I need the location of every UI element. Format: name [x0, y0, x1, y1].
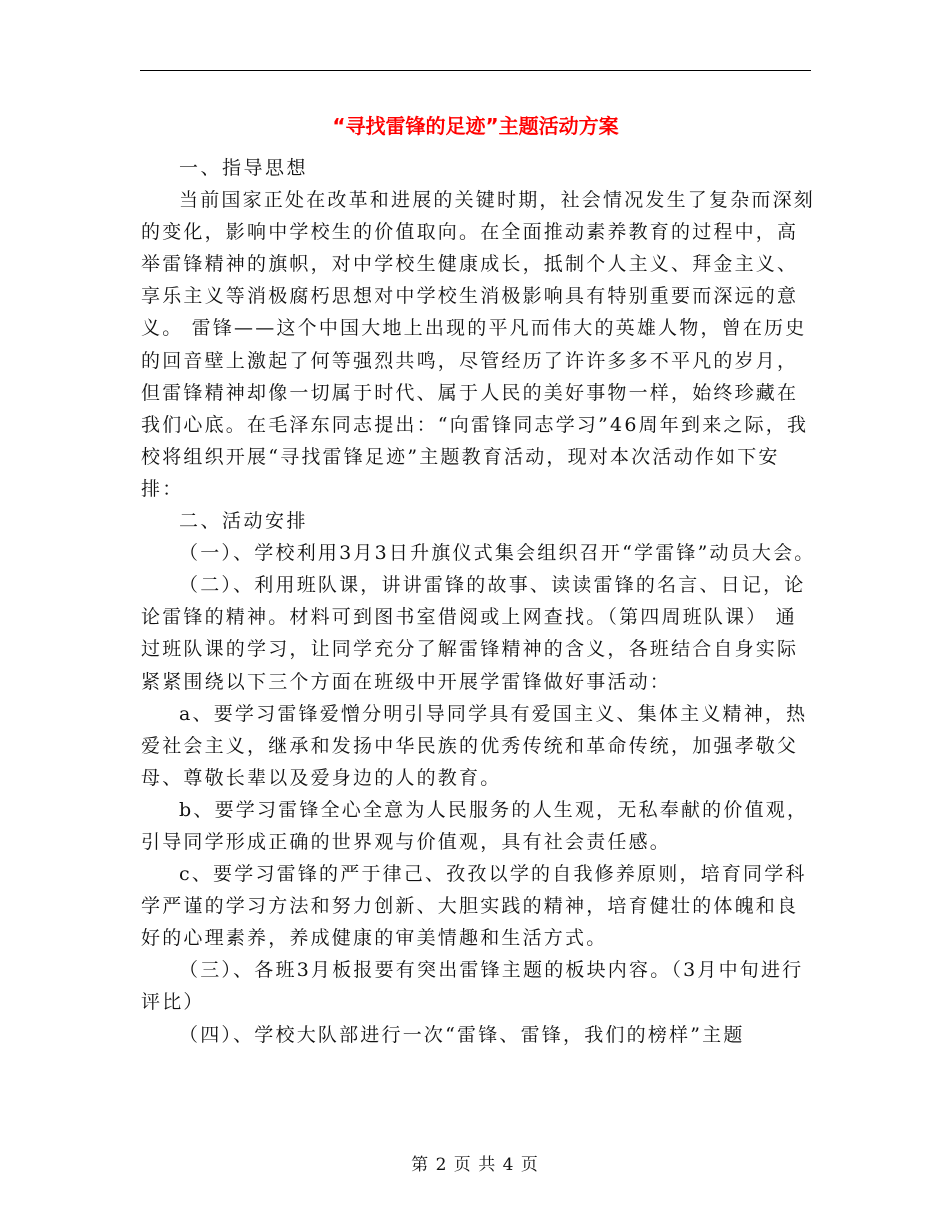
document-body — [141, 152, 817, 1051]
header-rule — [140, 70, 811, 71]
paragraph-item-3: （三）、各班3月板报要有突出雷锋主题的板块内容。（3月中旬进行评比） — [141, 959, 804, 1014]
document-title: “寻找雷锋的足迹”主题活动方案 — [332, 114, 619, 138]
paragraph-point-b: b、要学习雷锋全心全意为人民服务的人生观，无私奉献的价值观，引导同学形成正确的世界观与价值观，具有社会责任感。 — [141, 798, 809, 853]
paragraph-background: 当前国家正处在改革和进展的关键时期，社会情况发生了复杂而深刻的变化，影响中学校生的价值取向。在全面推动素养教育的过程中，高举雷锋精神的旗帜，对中学校生健康成长，抵制个人主义、拜金主义、享乐主义等消极腐朽思想对中学校生消极影响具有特别重要而深远的意义。 雷锋——这个中国大地上出现的平凡而伟大的英雄人物，曾在历史的回音壁上激起了何等强烈共鸣，尽管经历了许许多多不平凡的岁月，但雷锋精神却像一切属于时代、属于人民的美好事物一样，始终珍藏在我们心底。在毛泽东同志提出：“向雷锋同志学习”46周年到来之际，我校将组织开展“寻找雷锋足迹”主题教育活动，现对本次活动作如下安排： — [141, 189, 816, 500]
page-footer — [0, 1153, 950, 1177]
paragraph-item-2: （二）、利用班队课，讲讲雷锋的故事、读读雷锋的名言、日记，论论雷锋的精神。材料可到图书室借阅或上网查找。（第四周班队课） 通过班队课的学习，让同学充分了解雷锋精神的含义，各班结合自身实际紧紧围绕以下三个方面在班级中开展学雷锋做好事活动： — [141, 574, 806, 693]
paragraph-item-4: （四）、学校大队部进行一次“雷锋、雷锋，我们的榜样”主题 — [179, 1023, 745, 1046]
page-number-label: 第 2 页 共 4 页 — [411, 1155, 539, 1175]
paragraph-item-1: （一）、学校利用3月3日升旗仪式集会组织召开“学雷锋”动员大会。 — [179, 542, 816, 565]
paragraph-point-a: a、要学习雷锋爱憎分明引导同学具有爱国主义、集体主义精神，热爱社会主义，继承和发扬中华民族的优秀传统和革命传统，加强孝敬父母、尊敬长辈以及爱身边的人的教育。 — [141, 702, 808, 789]
paragraph-point-c: c、要学习雷锋的严于律己、孜孜以学的自我修养原则，培育同学科学严谨的学习方法和努力创新、大胆实践的精神，培育健壮的体魄和良好的心理素养，养成健康的审美情趣和生活方式。 — [141, 863, 807, 950]
section-heading-activity-plan: 二、活动安排 — [179, 510, 309, 533]
section-heading-guiding-thought: 一、指导思想 — [179, 157, 309, 179]
